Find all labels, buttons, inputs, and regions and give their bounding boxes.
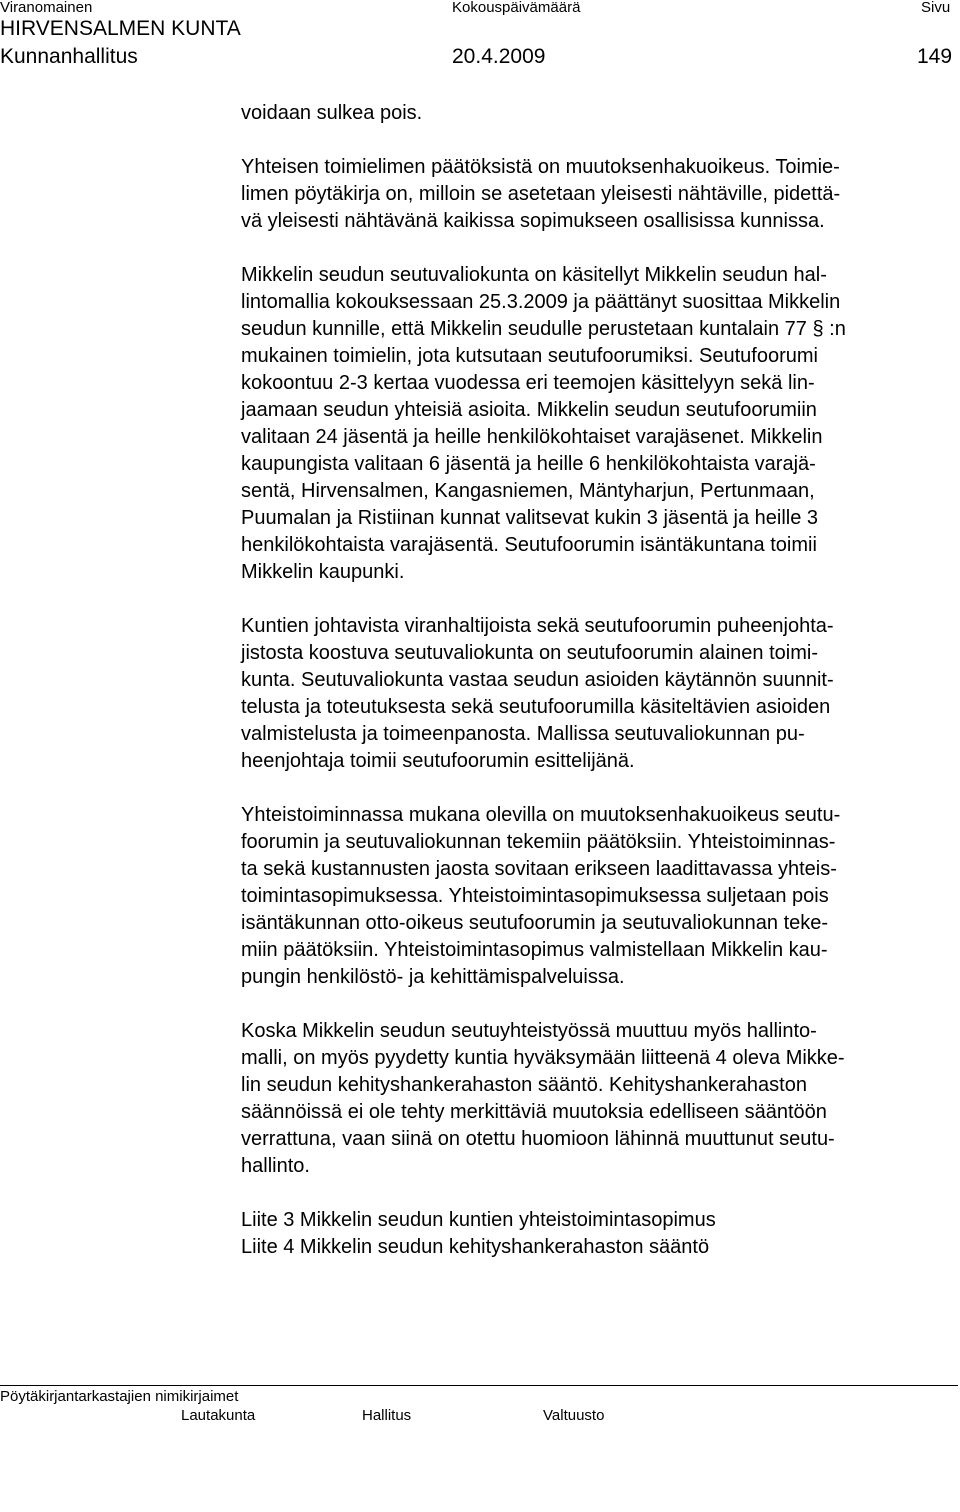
text-line: Mikkelin kaupunki. — [241, 561, 405, 583]
paragraph-2 — [241, 154, 953, 235]
text-line: limen pöytäkirja on, milloin se asetetaan yleisesti nähtäville, pidettä- — [241, 183, 841, 205]
text-line: Koska Mikkelin seudun seutuyhteistyössä muuttuu myös hallinto- — [241, 1020, 817, 1042]
text-line: Yhteisen toimielimen päätöksistä on muutoksenhakuoikeus. Toimie- — [241, 156, 840, 178]
header-date-label: Kokouspäivämäärä — [452, 0, 581, 16]
text-line: valitaan 24 jäsentä ja heille henkilökohtaiset varajäsenet. Mikkelin — [241, 426, 823, 448]
paragraph-3 — [241, 262, 953, 586]
text-line: voidaan sulkea pois. — [241, 102, 423, 124]
text-line: sentä, Hirvensalmen, Kangasniemen, Mäntyharjun, Pertunmaan, — [241, 480, 815, 502]
text-line: miin päätöksiin. Yhteistoimintasopimus valmistellaan Mikkelin kau- — [241, 939, 828, 961]
text-line: verrattuna, vaan siinä on otettu huomioon lähinnä muuttunut seutu- — [241, 1128, 835, 1150]
authority-name: Kunnanhallitus — [0, 45, 138, 68]
text-line: heenjohtaja toimii seutufoorumin esittelijänä. — [241, 750, 635, 772]
paragraph-4 — [241, 613, 953, 775]
signature-column-valtuusto: Valtuusto — [543, 1407, 605, 1424]
text-line: vä yleisesti nähtävänä kaikissa sopimukseen osallisissa kunnissa. — [241, 210, 825, 232]
text-line: säännöissä ei ole tehty merkittäviä muutoksia edelliseen sääntöön — [241, 1101, 827, 1123]
signature-column-hallitus: Hallitus — [362, 1407, 412, 1424]
page-number: 149 — [917, 45, 953, 68]
text-line: hallinto. — [241, 1155, 310, 1177]
paragraph-6 — [241, 1018, 953, 1180]
text-line: malli, on myös pyydetty kuntia hyväksymään liitteenä 4 oleva Mikke- — [241, 1047, 845, 1069]
text-line: lintomallia kokouksessaan 25.3.2009 ja päättänyt suosittaa Mikkelin — [241, 291, 841, 313]
text-line: seudun kunnille, että Mikkelin seudulle perustetaan kuntalain 77 § :n — [241, 318, 846, 340]
paragraph-5 — [241, 802, 953, 991]
paragraph-1 — [241, 100, 953, 127]
attachment-list — [241, 1207, 953, 1261]
text-line: telusta ja toteutuksesta sekä seutufoorumilla käsiteltävien asioiden — [241, 696, 831, 718]
signatures-label: Pöytäkirjantarkastajien nimikirjaimet — [0, 1388, 239, 1405]
text-line: kokoontuu 2-3 kertaa vuodessa eri teemojen käsittelyyn sekä lin- — [241, 372, 815, 394]
footer-divider — [0, 1385, 958, 1386]
text-line: Puumalan ja Ristiinan kunnat valitsevat kukin 3 jäsentä ja heille 3 — [241, 507, 819, 529]
text-line: kaupungista valitaan 6 jäsentä ja heille 6 henkilökohtaista varajä- — [241, 453, 816, 475]
document-body — [241, 100, 953, 1261]
text-line: mukainen toimielin, jota kutsutaan seutufoorumiksi. Seutufoorumi — [241, 345, 818, 367]
text-line: pungin henkilöstö- ja kehittämispalveluissa. — [241, 966, 625, 988]
text-line: ta sekä kustannusten jaosta sovitaan erikseen laadittavassa yhteis- — [241, 858, 837, 880]
header-authority-label: Viranomainen — [0, 0, 93, 16]
signature-column-lautakunta: Lautakunta — [181, 1407, 256, 1424]
text-line: lin seudun kehityshankerahaston sääntö. Kehityshankerahaston — [241, 1074, 807, 1096]
attachment-item: Liite 3 Mikkelin seudun kuntien yhteistoimintasopimus — [241, 1209, 716, 1231]
text-line: valmistelusta ja toimeenpanosta. Mallissa seutuvaliokunnan pu- — [241, 723, 805, 745]
text-line: henkilökohtaista varajäsentä. Seutufoorumin isäntäkuntana toimii — [241, 534, 817, 556]
text-line: Kuntien johtavista viranhaltijoista sekä seutufoorumin puheenjohta- — [241, 615, 834, 637]
text-line: jaamaan seudun yhteisiä asioita. Mikkelin seudun seutufoorumiin — [241, 399, 817, 421]
header-page-label: Sivu — [921, 0, 951, 16]
text-line: foorumin ja seutuvaliokunnan tekemiin päätöksiin. Yhteistoiminnas- — [241, 831, 836, 853]
text-line: isäntäkunnan otto-oikeus seutufoorumin ja seutuvaliokunnan teke- — [241, 912, 829, 934]
text-line: Mikkelin seudun seutuvaliokunta on käsitellyt Mikkelin seudun hal- — [241, 264, 827, 286]
municipality-name: HIRVENSALMEN KUNTA — [0, 17, 241, 40]
meeting-date: 20.4.2009 — [452, 45, 546, 68]
attachment-item: Liite 4 Mikkelin seudun kehityshankerahaston sääntö — [241, 1236, 710, 1258]
text-line: Yhteistoiminnassa mukana olevilla on muutoksenhakuoikeus seutu- — [241, 804, 841, 826]
text-line: jistosta koostuva seutuvaliokunta on seutufoorumin alainen toimi- — [241, 642, 818, 664]
text-line: toimintasopimuksessa. Yhteistoimintasopimuksessa suljetaan pois — [241, 885, 829, 907]
text-line: kunta. Seutuvaliokunta vastaa seudun asioiden käytännön suunnit- — [241, 669, 834, 691]
